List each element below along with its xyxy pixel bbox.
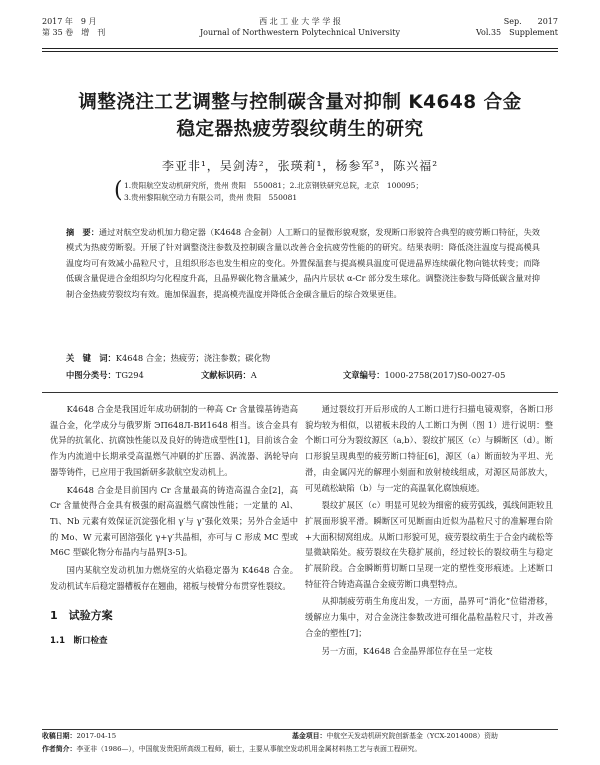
doc-code-field — [201, 369, 343, 381]
paragraph: 通过裂纹打开后形成的人工断口进行扫描电镜观察，各断口形貌均较为相似，以裙板未段的人工断口为例（图 1）进行说明：整个断口可分为裂纹源区（a,b）、裂纹扩展区（c）与瞬断区（d）。断口形貌呈现典型的疲劳断口特征[6]，源区（a）断面较为平坦、光滑，由金属闪光的解理小刻面和放射棱线组成，对源区局部放大，可见疏松缺陷（b）与一定的高温氧化腐蚀痕迹。 — [305, 404, 553, 493]
received-label: 收稿日期： — [42, 732, 77, 740]
paragraph: 国内某航空发动机加力燃烧室的火焰稳定器为 K4648 合金。发动机试车后稳定器槽板存在翘曲，裙板与棱臂分布贯穿性裂纹。 — [50, 565, 298, 591]
article-number-field — [343, 369, 505, 381]
keywords — [66, 352, 540, 364]
affiliation-brace: ( — [114, 178, 123, 203]
running-header — [42, 16, 558, 50]
body-column-left — [50, 402, 298, 650]
fund-text: 中航空天发动机研究院创新基金（YCX-2014008）资助 — [326, 732, 498, 740]
footnote-rule — [42, 729, 558, 730]
paragraph: K4648 合金是目前国内 Cr 含量最高的铸造高温合金[2]，高 Cr 含量使得合金具有极强的耐高温燃气腐蚀性能；一定量的 Al、Ti、Nb 元素有效保证沉淀强化相 γ′与 γ″强化效果；另外合金适中的 Mo、W 元素可固溶强化 γ+γ′共晶相，亦可与 C 形成 MC 型或 M6C 型碳化物分布晶内与晶界[3-5]。 — [50, 484, 298, 558]
affiliation-line-1: 1.贵阳航空发动机研究所，贵州 贵阳 550081；2.北京钢铁研究总院，北京 100095； — [124, 181, 423, 190]
paragraph: K4648 合金是我国近年成功研制的一种高 Cr 含量镍基铸造高温合金，化学成分与俄罗斯 ЭП648Л-ВИ1648 相当。该合金具有优异的抗氧化、抗腐蚀性能以及良好的铸造成型性[1]，目前该合金作为内流道中长期承受高温燃气冲刷的扩压器、涡流器、涡轮导向器等铸件，已应用于我国新研多款航空发动机上。 — [50, 404, 298, 477]
clc-label: 中图分类号： — [66, 370, 116, 380]
affiliations — [114, 178, 500, 204]
title-line-1: 调整浇注工艺调整与控制碳含量对抑制 K4648 合金 — [78, 92, 522, 113]
header-rule-thin — [42, 51, 558, 52]
article-number-value: 1000-2758(2017)S0-0027-05 — [384, 370, 506, 380]
footnote-author-line — [42, 744, 558, 755]
body-separator — [42, 392, 558, 393]
clc-field — [66, 369, 201, 381]
paper-title — [50, 89, 550, 143]
header-date-en: Sep. 2017 — [503, 17, 558, 26]
doc-code-value: A — [250, 370, 257, 380]
clc-value: TG294 — [115, 370, 144, 380]
header-right — [476, 16, 558, 38]
abstract — [66, 225, 540, 302]
section-heading-1: 1 试验方案 — [50, 609, 113, 623]
fund-field — [292, 731, 498, 742]
article-number-label: 文章编号： — [343, 370, 385, 380]
footnote-funding-line — [42, 731, 558, 742]
header-rule-thick — [42, 48, 558, 49]
received-field — [42, 732, 116, 740]
received-date: 2017-04-15 — [76, 732, 117, 740]
fund-label: 基金项目： — [292, 732, 327, 740]
abstract-text: 通过对航空发动机加力稳定器（K4648 合金制）人工断口的显微形貌观察，发现断口形貌符合典型的疲劳断口特征，失效模式为热疲劳断裂。开展了针对调整浇注参数及控制碳含量以改善合金抗疲劳性能的的研究。结果表明：降低浇注温度与提高模具温度均可有效减小晶粒尺寸，且组织形态也发生相应的变化。外置保温套与提高模具温度可促进晶界连续碳化物向链状转变；而降低碳含量促进合金组织均匀化程度升高，且晶界碳化物含量减少，晶内片层状 α-Cr 部分发生球化。调整浇注参数与降低碳含量对抑制合金热疲劳裂纹均有效。施加保温套，提高模壳温度并降低合金碳含量后的综合效果更佳。 — [66, 227, 540, 299]
author-bio-label: 作者简介： — [42, 745, 77, 753]
paragraph: 从抑制疲劳萌生角度出发，一方面，晶界可“消化”位错滑移，缓解应力集中，对合金浇注参数改进可细化晶粒晶粒尺寸，并改善合金的塑性[7]； — [305, 596, 553, 638]
subsection-heading-1-1: 1.1 断口检查 — [50, 636, 108, 647]
author-bio-text: 李亚非（1986—），中国航发贵阳所高级工程师，硕士，主要从事航空发动机用金属材料热工艺与表面工程研究。 — [76, 745, 422, 753]
classification-line — [66, 369, 540, 381]
keywords-label: 关 键 词： — [66, 353, 116, 363]
body-column-right — [305, 402, 553, 661]
journal-name-cn: 西 北 工 业 大 学 学 报 — [259, 17, 341, 26]
journal-name-en: Journal of Northwestern Polytechnical University — [199, 28, 401, 37]
doc-code-label: 文献标识码： — [201, 370, 251, 380]
affiliation-line-2: 3.贵州黎阳航空动力有限公司，贵州 贵阳 550081 — [124, 193, 298, 202]
header-volume: 第 35 卷 增 刊 — [42, 28, 106, 37]
abstract-label: 摘 要： — [66, 227, 99, 237]
paragraph: 另一方面，K4648 合金晶界部位存在呈一定枝 — [321, 645, 493, 656]
paragraph: 裂纹扩展区（c）明显可见较为细密的疲劳弧线，弧线间距较且扩展面形貌平滑。瞬断区可见断面由近似为晶粒尺寸的准解理台阶+大面积韧窝组成。从断口形貌可见，疲劳裂纹萌生于合金内疏松等显微缺陷处。疲劳裂纹在失稳扩展前，经过较长的裂纹萌生与稳定扩展阶段。合金瞬断剪切断口呈现一定的塑性变形痕迹。上述断口特征符合铸造高温合金疲劳断口典型特点。 — [305, 500, 553, 589]
title-line-2: 稳定器热疲劳裂纹萌生的研究 — [176, 119, 424, 140]
keywords-text: K4648 合金；热疲劳；浇注参数；碳化物 — [115, 353, 271, 363]
author-list: 李亚非¹，吴剑涛²，张瑛莉¹，杨参军³，陈兴福² — [161, 159, 439, 173]
header-date: 2017 年 9 月 — [42, 17, 97, 26]
header-volume-en: Vol.35 Supplement — [476, 28, 558, 37]
